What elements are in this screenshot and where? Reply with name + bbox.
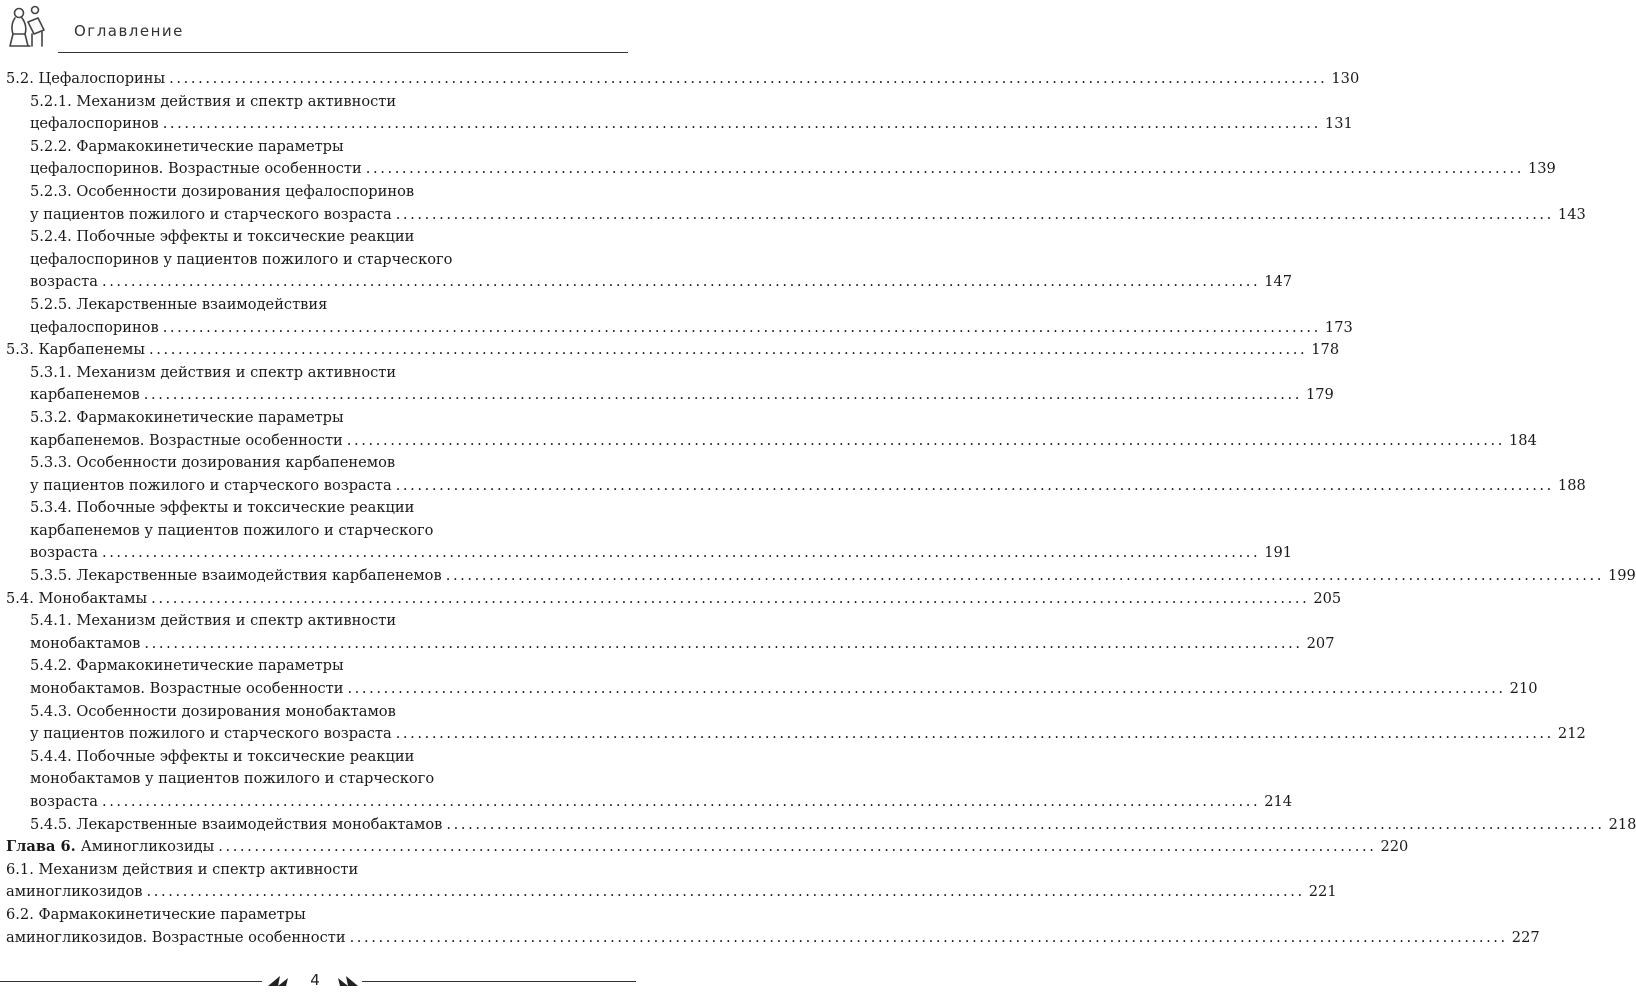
toc-page-number: 184 bbox=[1509, 431, 1537, 449]
toc-entry-line: цефалоспоринов у пациентов пожилого и старческого bbox=[30, 250, 453, 268]
toc-page-number: 178 bbox=[1311, 341, 1340, 359]
toc-page-number: 220 bbox=[1380, 838, 1409, 856]
toc-entry[interactable] bbox=[0, 814, 1636, 837]
dot-leader: ................................................................................................................................................................ bbox=[395, 476, 1554, 494]
toc-entry-last-line bbox=[6, 339, 1340, 362]
dot-leader: ................................................................................................................................................................ bbox=[162, 115, 1321, 133]
header-divider bbox=[58, 52, 628, 53]
toc-entry[interactable] bbox=[0, 565, 1636, 588]
toc-entry-last-line bbox=[30, 204, 1586, 227]
dot-leader: ................................................................................................................................................................ bbox=[346, 431, 1506, 449]
dot-leader: ................................................................................................................................................................ bbox=[446, 815, 1605, 833]
toc-entry-title: 5.4. Монобактамы bbox=[6, 589, 148, 607]
toc-entry-last-line bbox=[30, 678, 1538, 701]
toc-entry[interactable] bbox=[0, 181, 1586, 226]
toc-page-number: 205 bbox=[1313, 589, 1342, 607]
dot-leader: ................................................................................................................................................................ bbox=[395, 725, 1554, 743]
toc-entry-title: возраста bbox=[30, 793, 98, 810]
toc-page-number: 212 bbox=[1557, 725, 1586, 743]
toc-entry-line: 5.4.2. Фармакокинетические параметры bbox=[30, 657, 344, 675]
dot-leader: ................................................................................................................................................................ bbox=[169, 70, 1328, 87]
chapter-label: Глава 6. bbox=[6, 838, 76, 856]
toc-entry-line: 5.2.5. Лекарственные взаимодействия bbox=[30, 295, 328, 313]
toc-page-number: 143 bbox=[1557, 205, 1586, 223]
dot-leader: ................................................................................................................................................................ bbox=[395, 205, 1554, 223]
toc-entry-line: 5.3.1. Механизм действия и спектр активности bbox=[30, 363, 397, 381]
toc-page-number: 147 bbox=[1264, 273, 1293, 291]
toc-entry-title: 5.3.5. Лекарственные взаимодействия карбапенемов bbox=[30, 567, 442, 585]
toc-entry[interactable] bbox=[0, 701, 1586, 746]
toc-entry-line: 6.2. Фармакокинетические параметры bbox=[6, 905, 306, 923]
toc-entry-title: 5.2. Цефалоспорины bbox=[6, 70, 166, 87]
toc-entry-title: у пациентов пожилого и старческого возраста bbox=[30, 205, 392, 223]
toc-entry-title: монобактамов bbox=[30, 634, 141, 652]
toc-page-number: 210 bbox=[1509, 680, 1538, 698]
toc-entry[interactable] bbox=[0, 588, 1342, 611]
footer-ornament-left-icon bbox=[266, 972, 290, 990]
toc-entry-line: 5.4.4. Побочные эффекты и токсические реакции bbox=[30, 747, 415, 765]
toc-entry[interactable] bbox=[0, 68, 1360, 91]
toc-entry-title: монобактамов. Возрастные особенности bbox=[30, 680, 344, 698]
footer-ornament-right-icon bbox=[336, 972, 360, 990]
toc-entry-title: цефалоспоринов bbox=[30, 318, 159, 336]
toc-entry-title: цефалоспоринов bbox=[30, 115, 159, 133]
toc-entry-line: карбапенемов у пациентов пожилого и старческого bbox=[30, 521, 434, 539]
toc-entry-last-line bbox=[6, 927, 1540, 950]
toc-entry-title: цефалоспоринов. Возрастные особенности bbox=[30, 160, 362, 178]
dot-leader: ................................................................................................................................................................ bbox=[101, 273, 1261, 291]
dot-leader: ................................................................................................................................................................ bbox=[365, 160, 1524, 178]
dot-leader: ................................................................................................................................................................ bbox=[146, 883, 1305, 901]
toc-entry-title: аминогликозидов. Возрастные особенности bbox=[6, 928, 346, 946]
toc-entry[interactable] bbox=[0, 452, 1586, 497]
page-footer bbox=[0, 970, 636, 1000]
toc-entry-last-line bbox=[30, 317, 1353, 340]
toc-entry-title: аминогликозидов bbox=[6, 883, 143, 901]
dot-leader: ................................................................................................................................................................ bbox=[445, 567, 1604, 585]
toc-page-number: 139 bbox=[1527, 160, 1556, 178]
page-number: 4 bbox=[310, 971, 320, 989]
toc-entry-title: возраста bbox=[30, 273, 98, 291]
toc-page-number: 218 bbox=[1608, 815, 1636, 833]
dot-leader: ................................................................................................................................................................ bbox=[101, 544, 1261, 562]
toc-entry-title: у пациентов пожилого и старческого возраста bbox=[30, 476, 392, 494]
toc-entry[interactable] bbox=[0, 610, 1335, 655]
toc-entry-last-line bbox=[30, 791, 1293, 814]
page-header bbox=[0, 0, 636, 56]
table-of-contents bbox=[0, 68, 1636, 949]
toc-entry-title: 5.4.5. Лекарственные взаимодействия монобактамов bbox=[30, 815, 443, 833]
toc-page-number: 188 bbox=[1557, 476, 1586, 494]
toc-entry-line: 5.3.2. Фармакокинетические параметры bbox=[30, 408, 344, 426]
toc-entry-last-line bbox=[6, 588, 1342, 611]
toc-entry-last-line bbox=[30, 113, 1353, 136]
toc-entry[interactable] bbox=[0, 226, 1293, 294]
toc-entry-title: Аминогликозиды bbox=[80, 838, 215, 856]
toc-page-number: 227 bbox=[1511, 928, 1540, 946]
toc-chapter-entry[interactable] bbox=[0, 836, 1409, 859]
toc-entry-line: монобактамов у пациентов пожилого и старческого bbox=[30, 770, 435, 788]
running-header-title: Оглавление bbox=[74, 22, 184, 40]
toc-entry-last-line bbox=[30, 633, 1335, 656]
reader-figure-logo bbox=[4, 4, 50, 50]
toc-entry-line: 5.3.4. Побочные эффекты и токсические реакции bbox=[30, 499, 415, 517]
toc-entry-last-line bbox=[30, 565, 1636, 588]
toc-entry-title: карбапенемов. Возрастные особенности bbox=[30, 431, 343, 449]
toc-entry[interactable] bbox=[0, 655, 1538, 700]
toc-entry-line: 5.2.3. Особенности дозирования цефалоспоринов bbox=[30, 182, 415, 200]
dot-leader: ................................................................................................................................................................ bbox=[151, 589, 1310, 607]
toc-entry-last-line bbox=[30, 384, 1334, 407]
toc-entry-title: карбапенемов bbox=[30, 386, 140, 404]
toc-entry[interactable] bbox=[0, 904, 1540, 949]
toc-entry[interactable] bbox=[0, 136, 1556, 181]
toc-entry[interactable] bbox=[0, 407, 1537, 452]
toc-entry[interactable] bbox=[0, 362, 1334, 407]
toc-entry-line: 5.2.4. Побочные эффекты и токсические реакции bbox=[30, 228, 415, 246]
toc-entry-line: 5.3.3. Особенности дозирования карбапенемов bbox=[30, 454, 396, 472]
toc-entry-line: 5.4.3. Особенности дозирования монобактамов bbox=[30, 702, 396, 720]
toc-entry[interactable] bbox=[0, 497, 1293, 565]
toc-entry[interactable] bbox=[0, 859, 1337, 904]
toc-entry-last-line bbox=[6, 881, 1337, 904]
toc-entry-last-line bbox=[30, 542, 1293, 565]
toc-entry-title: 5.3. Карбапенемы bbox=[6, 341, 146, 359]
toc-entry-last-line bbox=[30, 814, 1636, 837]
toc-page-number: 191 bbox=[1264, 544, 1293, 562]
dot-leader: ................................................................................................................................................................ bbox=[144, 634, 1303, 652]
toc-entry-line: 6.1. Механизм действия и спектр активности bbox=[6, 860, 359, 878]
toc-entry-last-line bbox=[30, 158, 1556, 181]
toc-entry-last-line bbox=[30, 723, 1586, 746]
toc-page-number: 214 bbox=[1264, 793, 1293, 810]
toc-entry-last-line bbox=[6, 836, 1409, 859]
toc-entry-title: у пациентов пожилого и старческого возраста bbox=[30, 725, 392, 743]
toc-page-number: 199 bbox=[1607, 567, 1636, 585]
toc-page-number: 130 bbox=[1331, 70, 1360, 87]
toc-entry[interactable] bbox=[0, 746, 1293, 814]
dot-leader: ................................................................................................................................................................ bbox=[349, 928, 1508, 946]
toc-entry-last-line bbox=[30, 430, 1537, 453]
toc-entry-title: возраста bbox=[30, 544, 98, 562]
dot-leader: ................................................................................................................................................................ bbox=[218, 838, 1377, 856]
toc-page-number: 173 bbox=[1324, 318, 1353, 336]
toc-page-number: 131 bbox=[1324, 115, 1353, 133]
toc-entry[interactable] bbox=[0, 339, 1340, 362]
toc-entry-line: 5.4.1. Механизм действия и спектр активности bbox=[30, 612, 397, 630]
toc-page-number: 221 bbox=[1308, 883, 1337, 901]
dot-leader: ................................................................................................................................................................ bbox=[143, 386, 1302, 404]
dot-leader: ................................................................................................................................................................ bbox=[347, 680, 1506, 698]
dot-leader: ................................................................................................................................................................ bbox=[149, 341, 1308, 359]
dot-leader: ................................................................................................................................................................ bbox=[101, 793, 1261, 810]
toc-entry-last-line bbox=[30, 475, 1586, 498]
toc-entry[interactable] bbox=[0, 294, 1353, 339]
toc-entry[interactable] bbox=[0, 91, 1353, 136]
footer-rule-left bbox=[0, 981, 262, 982]
toc-page-number: 179 bbox=[1305, 386, 1334, 404]
toc-entry-line: 5.2.2. Фармакокинетические параметры bbox=[30, 137, 344, 155]
footer-rule-right bbox=[362, 981, 636, 982]
dot-leader: ................................................................................................................................................................ bbox=[162, 318, 1321, 336]
toc-entry-last-line bbox=[6, 68, 1360, 91]
toc-entry-last-line bbox=[30, 271, 1293, 294]
toc-entry-line: 5.2.1. Механизм действия и спектр активности bbox=[30, 92, 397, 110]
toc-page-number: 207 bbox=[1306, 634, 1335, 652]
